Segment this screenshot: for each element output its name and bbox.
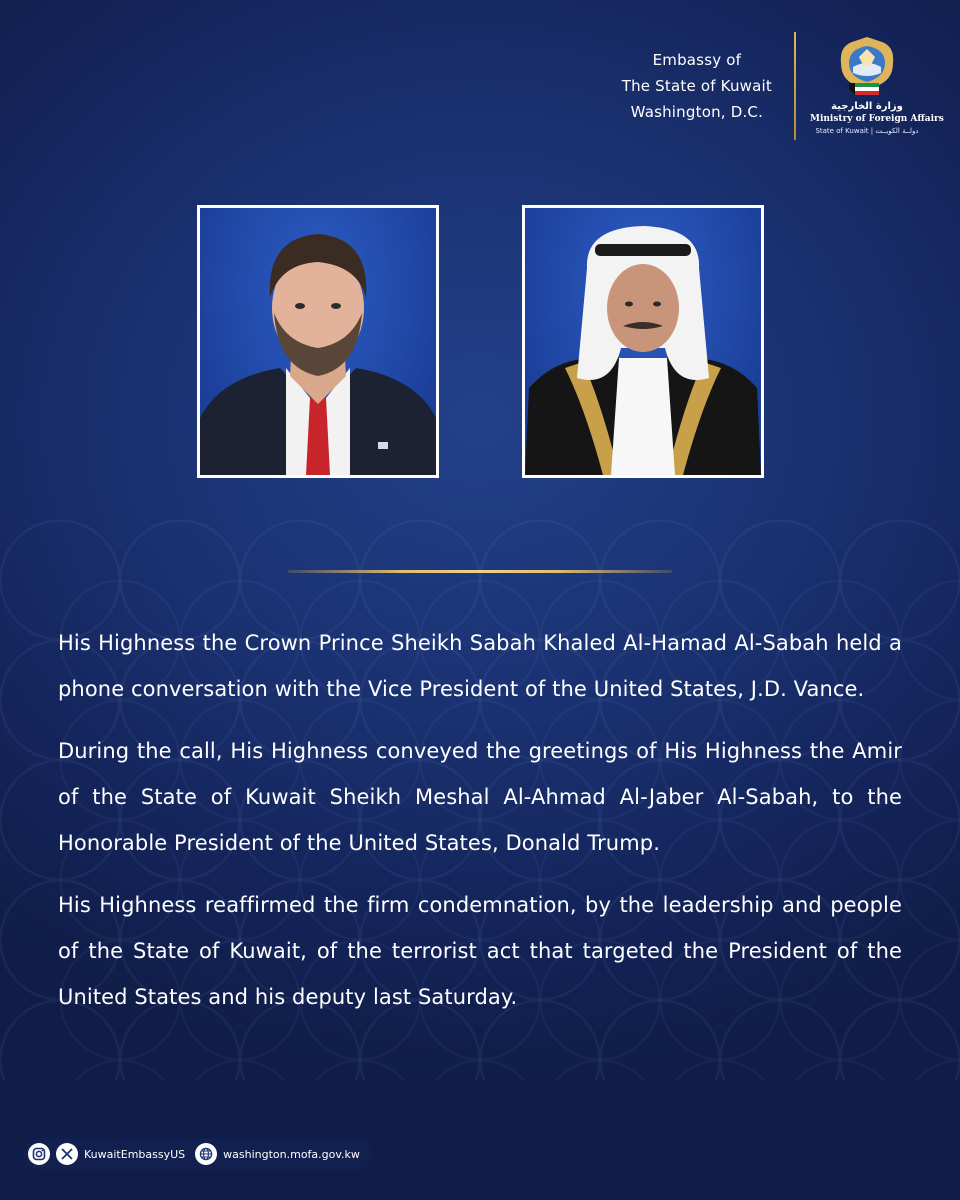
portrait-illustration <box>200 208 436 475</box>
embassy-line-1: Embassy of <box>652 51 742 69</box>
statement-text <box>58 620 902 1036</box>
header <box>621 30 944 142</box>
globe-icon[interactable] <box>195 1143 217 1165</box>
paragraph-1: His Highness the Crown Prince Sheikh Sabah Khaled Al-Hamad Al-Sabah held a phone conversation with the Vice President of the United States, J.D. Vance. <box>58 631 902 701</box>
embassy-name <box>622 47 794 125</box>
paragraph-3: His Highness reaffirmed the firm condemnation, by the leadership and people of the State of Kuwait, of the terrorist act that targeted the President of the United States and his deputy last Saturday. <box>58 893 902 1009</box>
photo-vice-president <box>197 205 439 478</box>
photo-crown-prince <box>522 205 764 478</box>
embassy-line-3: Washington, D.C. <box>630 103 764 121</box>
instagram-icon[interactable] <box>28 1143 50 1165</box>
ministry-state-label: State of Kuwait | دولــة الكويــت <box>815 127 919 135</box>
gold-divider <box>288 570 672 573</box>
footer-social-bar <box>24 1138 372 1170</box>
ministry-name-arabic: وزارة الخارجية <box>831 101 903 112</box>
social-handle[interactable]: KuwaitEmbassyUS <box>84 1147 186 1161</box>
portrait-illustration <box>525 208 761 475</box>
ministry-logo <box>796 35 944 137</box>
website-link[interactable]: washington.mofa.gov.kw <box>223 1147 360 1161</box>
x-icon[interactable] <box>56 1143 78 1165</box>
kuwait-emblem-icon <box>835 35 899 97</box>
ministry-name-english: Ministry of Foreign Affairs <box>810 114 944 124</box>
embassy-line-2: The State of Kuwait <box>621 77 772 95</box>
paragraph-2: During the call, His Highness conveyed the greetings of His Highness the Amir of the State of Kuwait Sheikh Meshal Al-Ahmad Al-Jaber Al-Sabah, to the Honorable President of the United States, Donald Trump. <box>58 739 902 855</box>
